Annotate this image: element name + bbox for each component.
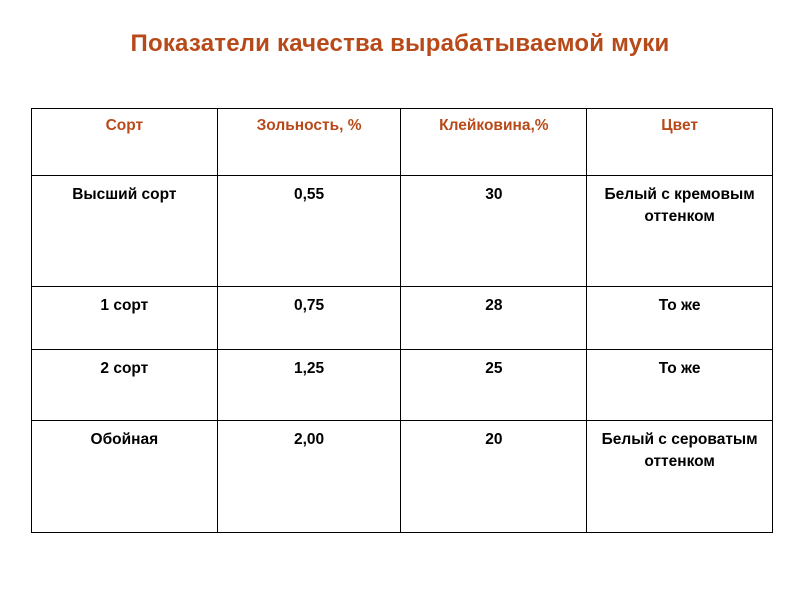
cell-color: Белый с кремовым оттенком xyxy=(587,176,773,287)
cell-grade: 2 сорт xyxy=(32,350,218,421)
header-gluten: Клейковина,% xyxy=(401,109,587,176)
cell-color: Белый с сероватым оттенком xyxy=(587,421,773,533)
cell-grade: Обойная xyxy=(32,421,218,533)
header-grade: Сорт xyxy=(32,109,218,176)
table-row xyxy=(32,287,773,350)
table-header-row xyxy=(32,109,773,176)
page-title: Показатели качества вырабатываемой муки xyxy=(130,30,670,57)
cell-color: То же xyxy=(587,350,773,421)
table-row xyxy=(32,421,773,533)
cell-color: То же xyxy=(587,287,773,350)
cell-grade: 1 сорт xyxy=(32,287,218,350)
cell-gluten: 28 xyxy=(401,287,587,350)
cell-ash: 0,55 xyxy=(217,176,401,287)
cell-gluten: 20 xyxy=(401,421,587,533)
header-color: Цвет xyxy=(587,109,773,176)
cell-ash: 2,00 xyxy=(217,421,401,533)
cell-gluten: 30 xyxy=(401,176,587,287)
cell-ash: 1,25 xyxy=(217,350,401,421)
cell-ash: 0,75 xyxy=(217,287,401,350)
flour-quality-table xyxy=(31,108,773,533)
table-row xyxy=(32,350,773,421)
cell-grade: Высший сорт xyxy=(32,176,218,287)
cell-gluten: 25 xyxy=(401,350,587,421)
table-row xyxy=(32,176,773,287)
header-ash: Зольность, % xyxy=(217,109,401,176)
